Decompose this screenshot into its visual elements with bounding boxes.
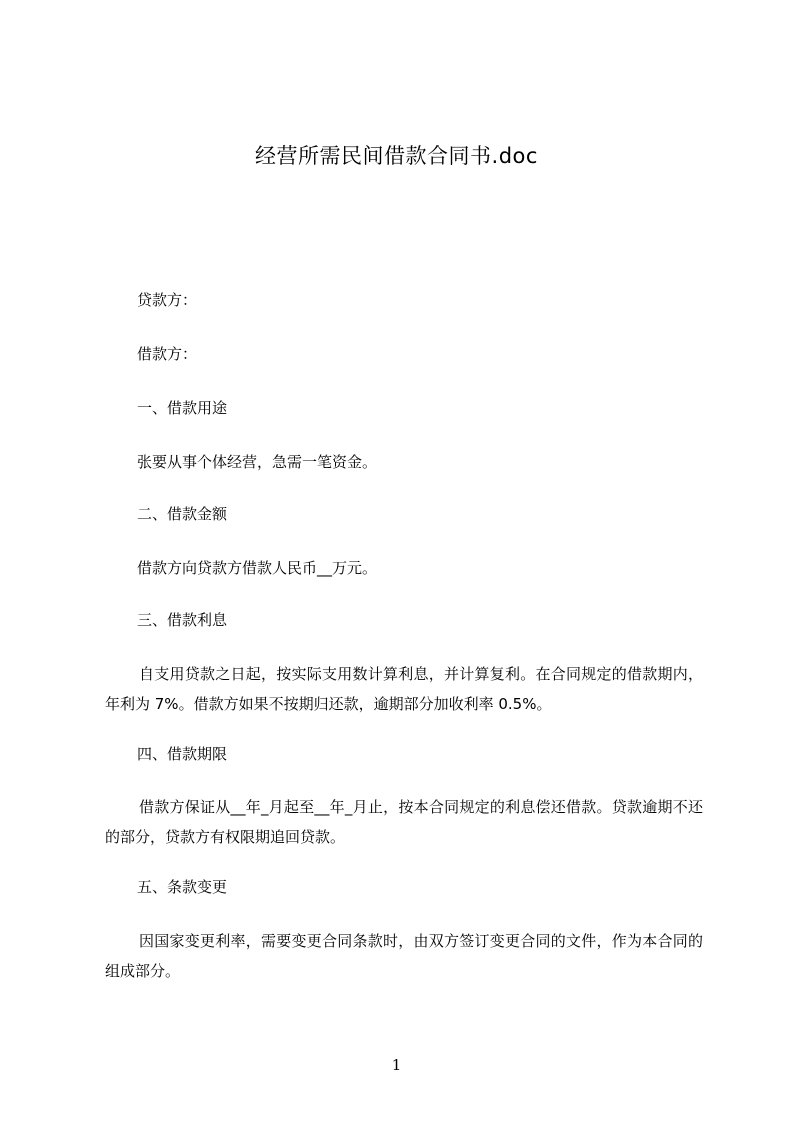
section-body-amount: 借款方向贷款方借款人民币__万元。	[137, 559, 378, 577]
lender-label: 贷款方：	[137, 291, 198, 309]
section-body-interest: 自支用贷款之日起，按实际支用数计算利息，并计算复利。在合同规定的借款期内，年利为 7%。借款方如果不按期归还款，逾期部分加收利率 0.5%。	[105, 665, 703, 713]
page-number: 1	[391, 1056, 402, 1074]
document-title: 经营所需民间借款合同书.doc	[255, 144, 538, 168]
section-heading-changes: 五、条款变更	[137, 878, 228, 896]
section-heading-amount: 二、借款金额	[137, 505, 228, 523]
section-body-purpose: 张要从事个体经营，急需一笔资金。	[137, 453, 378, 471]
section-body-term: 借款方保证从__年_月起至__年_月止，按本合同规定的利息偿还借款。贷款逾期不还的部分，贷款方有权限期追回贷款。	[105, 798, 703, 846]
section-heading-purpose: 一、借款用途	[137, 399, 228, 417]
section-heading-term: 四、借款期限	[137, 745, 228, 763]
section-heading-interest: 三、借款利息	[137, 611, 228, 629]
section-body-changes: 因国家变更利率，需要变更合同条款时，由双方签订变更合同的文件，作为本合同的组成部分。	[105, 932, 703, 980]
borrower-label: 借款方：	[137, 345, 198, 363]
